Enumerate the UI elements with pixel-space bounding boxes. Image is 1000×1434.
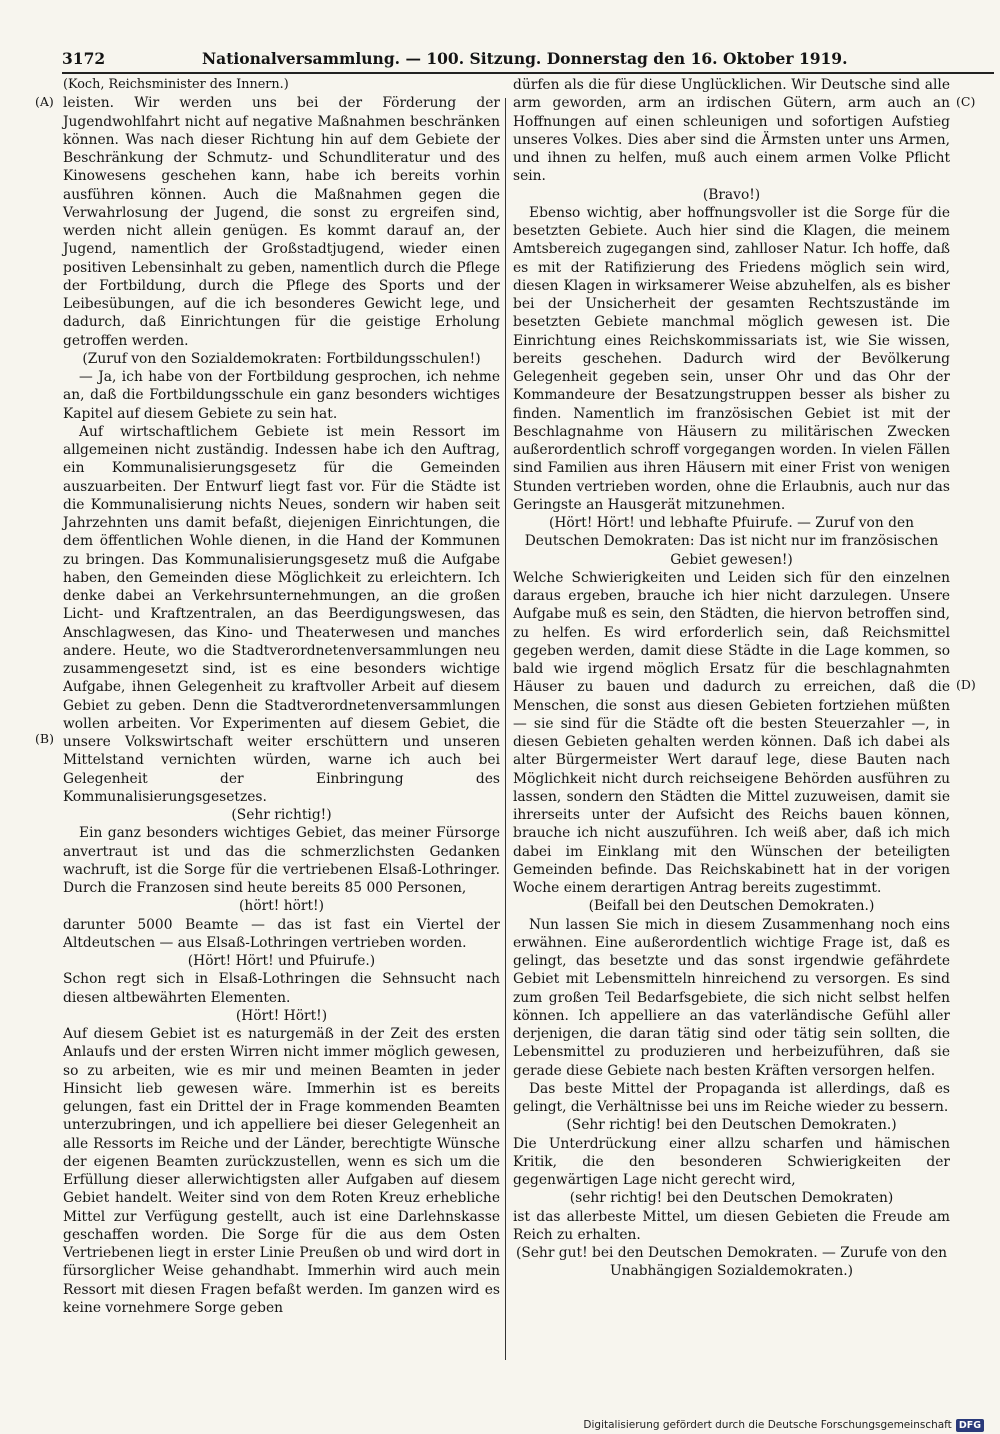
interjection: (Sehr richtig!) — [231, 807, 332, 823]
paragraph: Auf diesem Gebiet ist es naturgemäß in der Zeit des ersten Anlaufs und der ersten Wirren nicht immer möglich gewesen, so zu arbeiten, wie es mir und meinen Beamten in jeder Hinsicht lieb gewesen wäre. Immerhin ist es bereits gelungen, fast ein Drittel der in Frage kommenden Beamten unterzubringen, und ich appelliere bei dieser Gelegenheit an alle Ressorts im Reiche und der Länder, berechtigte Wünsche der eigenen Beamten zurückzustellen, wenn es sich um die Erfüllung dieser allerwichtigsten aller Aufgaben auf diesem Gebiet handelt. Weiter sind von dem Roten Kreuz erhebliche Mittel zur Verfügung gestellt, auch ist eine Darlehnskasse geschaffen worden. Die Sorge für die aus dem Osten Vertriebenen liegt in erster Linie Preußen ob und wird dort in fürsorglicher Weise gehandhabt. Immerhin wird auch mein Ressort mit diesen Fragen befaßt werden. Im ganzen wird es keine vornehmere Sorge geben — [63, 1026, 500, 1316]
paragraph: Das beste Mittel der Propaganda ist allerdings, daß es gelingt, die Verhältnisse bei uns im Reiche wieder zu bessern. — [513, 1080, 950, 1115]
interjection: (Sehr gut! bei den Deutschen Demokraten. — Zurufe von den Unabhängigen Sozialdemokraten.) — [515, 1245, 948, 1280]
margin-mark-c: (C) — [956, 94, 976, 109]
left-column — [63, 76, 500, 1317]
interjection: (Beifall bei den Deutschen Demokraten.) — [588, 898, 875, 915]
paragraph: ist das allerbeste Mittel, um diesen Gebieten die Freude am Reich zu erhalten. — [513, 1208, 950, 1243]
paragraph: Schon regt sich in Elsaß-Lothringen die Sehnsucht nach diesen altbewährten Elementen. — [63, 971, 500, 1006]
credit-text: Digitalisierung gefördert durch die Deutsche Forschungsgemeinschaft — [583, 1419, 952, 1431]
margin-mark-d: (D) — [956, 677, 976, 692]
interjection: (Hört! Hört!) — [235, 1007, 328, 1024]
page-number: 3172 — [62, 49, 106, 68]
paragraph: — Ja, ich habe von der Fortbildung gesprochen, ich nehme an, daß die Fortbildungsschule ein ganz besonders wichtiges Kapitel auf diesem Gebiete zu sein hat. — [63, 369, 500, 422]
margin-mark-a: (A) — [35, 94, 54, 109]
interjection: (Bravo!) — [702, 186, 761, 203]
interjection: (Sehr richtig! bei den Deutschen Demokraten.) — [566, 1117, 897, 1134]
page-header — [62, 49, 994, 71]
paragraph: Welche Schwierigkeiten und Leiden sich für den einzelnen daraus ergeben, brauche ich hier nicht darzulegen. Unsere Aufgabe muß es sein, den Städten, die hiervon betroffen sind, zu helfen. Es wird erforderlich sein, daß Reichsmittel gegeben werden, damit diese Städte in die Lage kommen, so bald wie irgend möglich Ersatz für die beschlagnahmten Häuser zu bauen und dadurch zu erreichen, daß die Menschen, die sonst aus diesen Gebieten fortziehen müßten — sie sind für die Städte oft die besten Steuerzahler —, in diesen Gebieten gehalten werden können. Daß ich dabei als alter Bürgermeister Wert darauf lege, diese Bauten nach Möglichkeit nicht durch reichseigene Behörden ausführen zu lassen, sondern den Städten die Mittel zuzuweisen, damit sie ihrerseits unter der Aufsicht des Reichs bauen können, brauche ich nicht auszuführen. Ich weiß aber, daß ich mich dabei im Einklang mit den Wünschen der beteiligten Gemeinden befinde. Das Reichskabinett hat in der vorigen Woche einem derartigen Antrag bereits zugestimmt. — [513, 569, 950, 896]
paragraph: Die Unterdrückung einer allzu scharfen und hämischen Kritik, die den besonderen Schwierigkeiten der gegenwärtigen Lage nicht gerecht wird, — [513, 1135, 950, 1188]
digitization-credit — [583, 1418, 984, 1432]
interjection: (hört! hört!) — [239, 898, 324, 915]
speaker-attribution: (Koch, Reichsminister des Innern.) — [63, 77, 289, 92]
running-head: Nationalversammlung. — 100. Sitzung. Donnerstag den 16. Oktober 1919. — [202, 49, 848, 68]
paragraph: Ebenso wichtig, aber hoffnungsvoller ist die Sorge für die besetzten Gebiete. Auch hier sind die Klagen, die meinem Amtsbereich zugegangen sind, zahlloser Natur. Ich hoffe, daß es mit der Ratifizierung des Friedens möglich sein wird, diesen Klagen in wirksamerer Weise abzuhelfen, als es bisher bei der Unsicherheit der gesamten Rechtszustände im besetzten Gebiete manchmal möglich gewesen ist. Die Einrichtung eines Reichskommissariats ist, wie Sie wissen, bereits geschehen. Dadurch wird der Bevölkerung Gelegenheit gegeben sein, unser Ohr und das Ohr der Kommandeure der Besatzungstruppen besser als bisher zu finden. Namentlich im französischen Gebiet ist mit der Beschlagnahme von Häusern zu militärischen Zwecken außerordentlich schroff vorgegangen worden. In vielen Fällen sind Familien aus ihren Häusern mit einer Frist von wenigen Stunden vertrieben worden, ohne die Erlaubnis, auch nur das Geringste an Hausgerät mitzunehmen. — [513, 204, 950, 513]
column-divider — [505, 98, 506, 1360]
interjection: (Hört! Hört! und Pfuirufe.) — [187, 953, 376, 969]
right-column — [513, 76, 950, 1281]
paragraph: dürfen als die für diese Unglücklichen. Wir Deutsche sind alle arm geworden, arm an irdischen Gütern, arm auch an Hoffnungen auf einen schleunigen und sofortigen Aufstieg unseres Volkes. Dies aber sind die Ärmsten unter uns Armen, und ihnen zu helfen, muß auch einem armen Volke Pflicht sein. — [513, 77, 950, 185]
margin-mark-b: (B) — [35, 731, 54, 746]
paragraph: Nun lassen Sie mich in diesem Zusammenhang noch eins erwähnen. Eine außerordentlich wichtige Frage ist, daß es gelingt, das besetzte und das sonst irgendwie gefährdete Gebiet mit Lebensmitteln hinreichend zu versorgen. Es sind zum großen Teil Bedarfsgebiete, die sich nicht selbst helfen können. Ich appelliere an das vaterländische Gefühl aller derjenigen, die daran tätig sind oder tätig sein sollten, die Lebensmittel zu produzieren und herbeizuführen, daß sie gerade diese Gebiete nach besten Kräften versorgen helfen. — [513, 916, 950, 1079]
paragraph: Ein ganz besonders wichtiges Gebiet, das meiner Fürsorge anvertraut ist und das die schmerzlichsten Gedanken wachruft, ist die Sorge für die vertriebenen Elsaß-Lothringer. Durch die Franzosen sind heute bereits 85 000 Personen, — [63, 825, 500, 896]
dfg-logo: DFG — [956, 1419, 984, 1432]
interjection: (Hört! Hört! und lebhafte Pfuirufe. — Zuruf von den Deutschen Demokraten: Das ist nicht nur im französischen Gebiet gewesen!) — [524, 515, 939, 568]
interjection: (Zuruf von den Sozialdemokraten: Fortbildungsschulen!) — [82, 350, 481, 367]
header-rule — [62, 72, 994, 74]
interjection: (sehr richtig! bei den Deutschen Demokraten) — [569, 1190, 894, 1207]
paragraph: leisten. Wir werden uns bei der Förderung der Jugendwohlfahrt nicht auf negative Maßnahmen beschränken können. Was nach dieser Richtung hin auf dem Gebiete der Beschränkung der Schmutz- und Schundliteratur und des Kinowesens geschehen kann, habe ich bereits vorhin ausführen können. Auch die Maßnahmen gegen die Verwahrlosung der Jugend, die sonst zu ergreifen sind, werden nicht allein genügen. Es kommt darauf an, der Jugend, namentlich der Großstadtjugend, wieder einen positiven Lebensinhalt zu geben, namentlich durch die Pflege der Fortbildung, durch die Pflege des Sports und der Leibesübungen, auf die ich besonderes Gewicht lege, und dadurch, daß Einrichtungen für die geistige Erholung getroffen werden. — [63, 95, 500, 349]
paragraph: darunter 5000 Beamte — das ist fast ein Viertel der Altdeutschen — aus Elsaß-Lothringen vertrieben worden. — [63, 916, 500, 951]
paragraph: Auf wirtschaftlichem Gebiete ist mein Ressort im allgemeinen nicht zuständig. Indessen habe ich den Auftrag, ein Kommunalisierungsgesetz für die Gemeinden auszuarbeiten. Der Entwurf liegt fast vor. Für die Städte ist die Kommunalisierung nichts Neues, sondern wir haben seit Jahrzehnten uns damit befaßt, diejenigen Einrichtungen, die dem öffentlichen Wohle dienen, in die Hand der Kommunen zu bringen. Das Kommunalisierungsgesetz muß die Aufgabe haben, den Gemeinden diese Möglichkeit zu erleichtern. Ich denke dabei an Verkehrsunternehmungen, an die großen Licht- und Kraftzentralen, an das Beerdigungswesen, das Anschlagwesen, das Kino- und Theaterwesen und manches andere. Heute, wo die Stadtverordnetenversammlungen neu zusammengesetzt sind, ist es eine besonders wichtige Aufgabe, ihnen Gelegenheit zu kraftvoller Arbeit auf diesem Gebiet zu geben. Denn die Stadtverordnetenversammlungen wollen arbeiten. Vor Experimenten auf diesem Gebiet, die unsere Volkswirtschaft weiter erschüttern und unseren Mittelstand vernichten würden, warne ich auch bei Gelegenheit der Einbringung des Kommunalisierungsgesetzes. — [63, 423, 500, 805]
